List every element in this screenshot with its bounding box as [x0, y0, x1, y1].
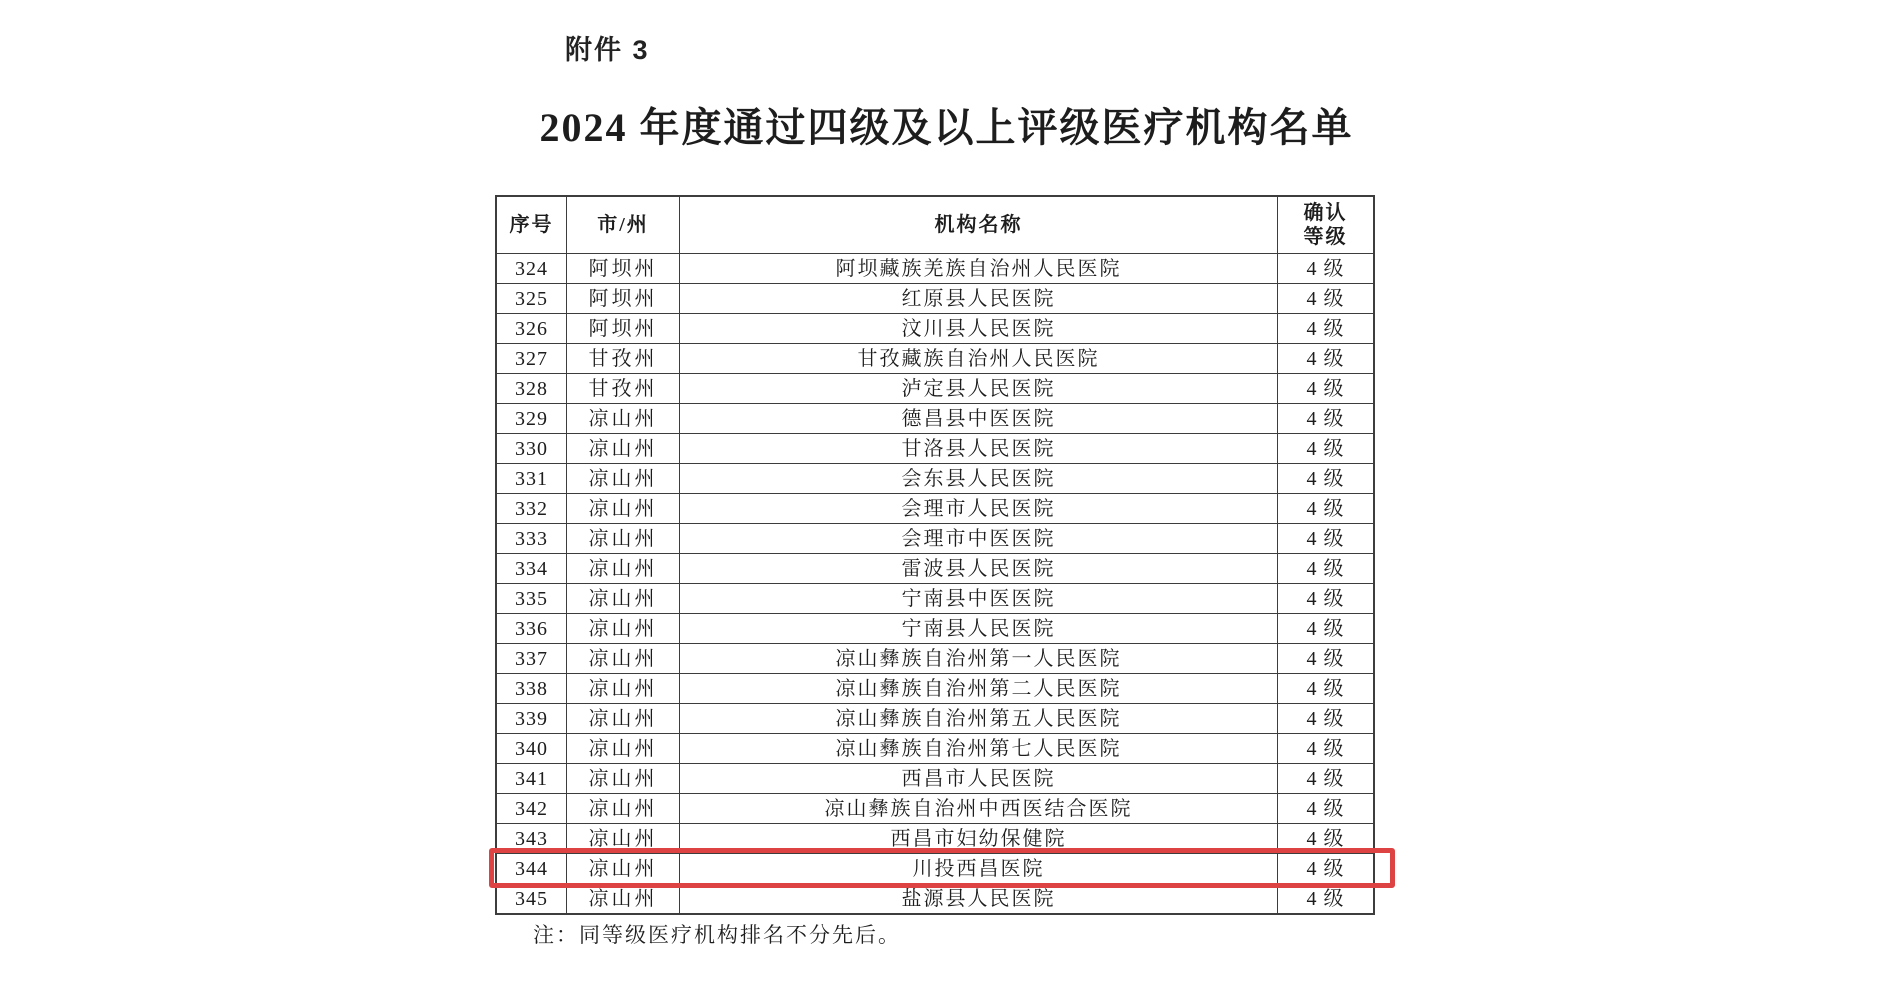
- table-row: [497, 883, 1373, 913]
- cell-index: 332: [497, 494, 567, 523]
- table-row: [497, 613, 1373, 643]
- cell-institution-name: 凉山彝族自治州第五人民医院: [680, 704, 1278, 733]
- cell-institution-name: 西昌市人民医院: [680, 764, 1278, 793]
- cell-institution-name: 会理市中医医院: [680, 524, 1278, 553]
- cell-institution-name: 盐源县人民医院: [680, 884, 1278, 913]
- table-row: [497, 703, 1373, 733]
- cell-level: 4 级: [1306, 677, 1345, 700]
- cell-index: 329: [497, 404, 567, 433]
- cell-index: 338: [497, 674, 567, 703]
- cell-level: 4 级: [1306, 827, 1345, 850]
- cell-region: 甘孜州: [567, 374, 680, 403]
- header-region: 市/州: [567, 197, 680, 253]
- table-row: [497, 343, 1373, 373]
- cell-institution-name: 汶川县人民医院: [680, 314, 1278, 343]
- institutions-table: [495, 195, 1375, 915]
- cell-level: 4 级: [1306, 437, 1345, 460]
- cell-index: 340: [497, 734, 567, 763]
- cell-region: 甘孜州: [567, 344, 680, 373]
- cell-index: 325: [497, 284, 567, 313]
- table-row: [497, 643, 1373, 673]
- cell-institution-name: 泸定县人民医院: [680, 374, 1278, 403]
- cell-region: 阿坝州: [567, 284, 680, 313]
- cell-institution-name: 凉山彝族自治州第一人民医院: [680, 644, 1278, 673]
- cell-region: 凉山州: [567, 884, 680, 913]
- cell-level: 4 级: [1306, 707, 1345, 730]
- cell-index: 327: [497, 344, 567, 373]
- header-confirmed-level-line1: 确认: [1303, 202, 1348, 224]
- cell-index: 342: [497, 794, 567, 823]
- cell-level: 4 级: [1306, 497, 1345, 520]
- cell-level: 4 级: [1306, 587, 1345, 610]
- table-row-highlighted: [497, 853, 1373, 883]
- table-row: [497, 673, 1373, 703]
- footnote: 注：同等级医疗机构排名不分先后。: [533, 923, 901, 947]
- table-row: [497, 793, 1373, 823]
- cell-institution-name: 川投西昌医院: [680, 854, 1278, 883]
- cell-region: 凉山州: [567, 494, 680, 523]
- attachment-label: 附件 3: [565, 35, 650, 65]
- cell-region: 凉山州: [567, 764, 680, 793]
- cell-level: 4 级: [1306, 287, 1345, 310]
- table-row: [497, 373, 1373, 403]
- cell-institution-name: 红原县人民医院: [680, 284, 1278, 313]
- page-title: 2024 年度通过四级及以上评级医疗机构名单: [539, 105, 1354, 150]
- cell-level: 4 级: [1306, 767, 1345, 790]
- cell-region: 阿坝州: [567, 314, 680, 343]
- cell-institution-name: 阿坝藏族羌族自治州人民医院: [680, 254, 1278, 283]
- table-row: [497, 493, 1373, 523]
- table-row: [497, 733, 1373, 763]
- table-row: [497, 283, 1373, 313]
- cell-index: 344: [497, 854, 567, 883]
- table-row: [497, 403, 1373, 433]
- cell-index: 330: [497, 434, 567, 463]
- cell-index: 339: [497, 704, 567, 733]
- cell-institution-name: 雷波县人民医院: [680, 554, 1278, 583]
- cell-institution-name: 宁南县人民医院: [680, 614, 1278, 643]
- cell-index: 326: [497, 314, 567, 343]
- cell-index: 345: [497, 884, 567, 913]
- cell-institution-name: 德昌县中医医院: [680, 404, 1278, 433]
- cell-index: 331: [497, 464, 567, 493]
- cell-level: 4 级: [1306, 317, 1345, 340]
- cell-level: 4 级: [1306, 467, 1345, 490]
- cell-level: 4 级: [1306, 887, 1345, 910]
- cell-region: 凉山州: [567, 434, 680, 463]
- cell-region: 凉山州: [567, 794, 680, 823]
- table-row: [497, 553, 1373, 583]
- cell-level: 4 级: [1306, 407, 1345, 430]
- cell-region: 凉山州: [567, 404, 680, 433]
- header-confirmed-level-line2: 等级: [1303, 226, 1348, 248]
- cell-region: 凉山州: [567, 674, 680, 703]
- cell-index: 334: [497, 554, 567, 583]
- cell-institution-name: 凉山彝族自治州中西医结合医院: [680, 794, 1278, 823]
- header-index: 序号: [497, 197, 567, 253]
- cell-level: 4 级: [1306, 617, 1345, 640]
- cell-region: 凉山州: [567, 554, 680, 583]
- cell-region: 凉山州: [567, 644, 680, 673]
- cell-level: 4 级: [1306, 347, 1345, 370]
- cell-level: 4 级: [1306, 647, 1345, 670]
- table-row: [497, 583, 1373, 613]
- cell-institution-name: 会东县人民医院: [680, 464, 1278, 493]
- cell-level: 4 级: [1306, 377, 1345, 400]
- cell-level: 4 级: [1306, 857, 1345, 880]
- table-row: [497, 823, 1373, 853]
- cell-region: 阿坝州: [567, 254, 680, 283]
- cell-institution-name: 会理市人民医院: [680, 494, 1278, 523]
- table-row: [497, 433, 1373, 463]
- cell-region: 凉山州: [567, 704, 680, 733]
- cell-level: 4 级: [1306, 557, 1345, 580]
- cell-level: 4 级: [1306, 257, 1345, 280]
- table-row: [497, 463, 1373, 493]
- table-row: [497, 313, 1373, 343]
- cell-region: 凉山州: [567, 584, 680, 613]
- cell-institution-name: 宁南县中医医院: [680, 584, 1278, 613]
- cell-region: 凉山州: [567, 854, 680, 883]
- cell-index: 336: [497, 614, 567, 643]
- cell-level: 4 级: [1306, 797, 1345, 820]
- header-institution-name: 机构名称: [680, 197, 1278, 253]
- cell-institution-name: 凉山彝族自治州第二人民医院: [680, 674, 1278, 703]
- cell-index: 335: [497, 584, 567, 613]
- cell-region: 凉山州: [567, 524, 680, 553]
- cell-institution-name: 甘洛县人民医院: [680, 434, 1278, 463]
- header-confirmed-level: [1278, 197, 1373, 253]
- cell-index: 337: [497, 644, 567, 673]
- cell-institution-name: 凉山彝族自治州第七人民医院: [680, 734, 1278, 763]
- table-body: [497, 253, 1373, 913]
- cell-institution-name: 西昌市妇幼保健院: [680, 824, 1278, 853]
- cell-level: 4 级: [1306, 527, 1345, 550]
- cell-level: 4 级: [1306, 737, 1345, 760]
- table-header-row: [497, 197, 1373, 253]
- cell-index: 328: [497, 374, 567, 403]
- cell-index: 333: [497, 524, 567, 553]
- cell-index: 324: [497, 254, 567, 283]
- cell-index: 343: [497, 824, 567, 853]
- cell-region: 凉山州: [567, 734, 680, 763]
- cell-institution-name: 甘孜藏族自治州人民医院: [680, 344, 1278, 373]
- table-row: [497, 253, 1373, 283]
- cell-index: 341: [497, 764, 567, 793]
- cell-region: 凉山州: [567, 824, 680, 853]
- table-row: [497, 523, 1373, 553]
- cell-region: 凉山州: [567, 464, 680, 493]
- table-row: [497, 763, 1373, 793]
- cell-region: 凉山州: [567, 614, 680, 643]
